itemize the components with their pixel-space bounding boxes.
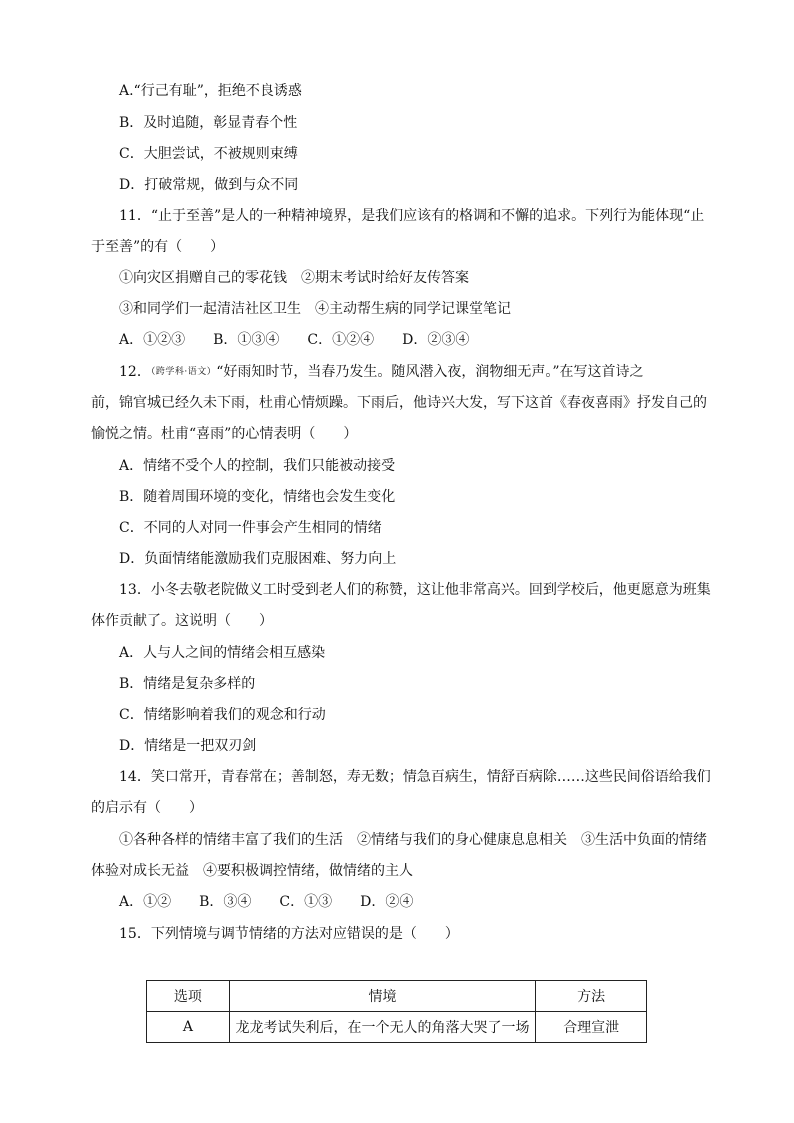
q12-option-b: B．随着周围环境的变化，情绪也会发生变化 [119,489,396,505]
q10-option-a: A.“行己有耻”，拒绝不良诱惑 [119,83,302,99]
q12-stem-text: “好雨知时节，当春乃发生。随风潜入夜，润物细无声。”在写这首诗之 [216,364,644,380]
q12-option-a: A．情绪不受个人的控制，我们只能被动接受 [119,458,396,474]
q15-header-method: 方法 [536,981,647,1012]
q12-option-d: D．负面情绪能激励我们克服困难、努力向上 [119,551,397,567]
q15-header-option: 选项 [147,981,230,1012]
q15-cell-option: A [147,1012,230,1043]
q15-cell-situation: 龙龙考试失利后，在一个无人的角落大哭了一场 [229,1012,535,1043]
q12-stem-line-1 [119,362,644,382]
q11-items-line-2: ③和同学们一起清洁社区卫生 ④主动帮生病的同学记课堂笔记 [119,301,511,317]
q14-stem-line-2: 的启示有（ ） [91,800,203,816]
q12-subject-tag: （跨学科·语文） [150,367,217,377]
q12-stem-line-2: 前，锦官城已经久未下雨，杜甫心情烦躁。下雨后，他诗兴大发，写下这首《春夜喜雨》抒发自己的 [91,395,707,411]
q15-header-situation: 情境 [229,981,535,1012]
q12-number: 12． [119,364,151,380]
q10-option-d: D．打破常规，做到与众不同 [119,177,299,193]
q14-options: A．①② B．③④ C．①③ D．②④ [119,894,414,910]
q13-stem-line-2: 体作贡献了。这说明（ ） [91,613,273,629]
q11-stem-line-1: 11．“止于至善”是人的一种精神境界，是我们应该有的格调和不懈的追求。下列行为能体现“止 [119,208,705,224]
q13-option-b: B．情绪是复杂多样的 [119,676,256,692]
q11-items-line-1: ①向灾区捐赠自己的零花钱 ②期末考试时给好友传答案 [119,270,469,286]
q15-cell-method: 合理宣泄 [536,1012,647,1043]
q13-stem-line-1: 13．小冬去敬老院做义工时受到老人们的称赞，这让他非常高兴。回到学校后，他更愿意为班集 [119,582,711,598]
table-row [147,1012,647,1043]
q10-option-c: C．大胆尝试，不被规则束缚 [119,146,298,162]
q15-table [146,980,647,1043]
q14-items-line-2: 体验对成长无益 ④要积极调控情绪，做情绪的主人 [91,863,413,879]
q13-option-a: A．人与人之间的情绪会相互感染 [119,645,326,661]
q13-option-c: C．情绪影响着我们的观念和行动 [119,707,326,723]
q15-stem: 15．下列情境与调节情绪的方法对应错误的是（ ） [119,926,459,942]
q12-option-c: C．不同的人对同一件事会产生相同的情绪 [119,520,382,536]
q11-stem-line-2: 于至善”的有（ ） [91,239,225,255]
q15-table-header-row [147,981,647,1012]
q14-items-line-1: ①各种各样的情绪丰富了我们的生活 ②情绪与我们的身心健康息息相关 ③生活中负面的情绪 [119,832,707,848]
q10-option-b: B．及时追随，彰显青春个性 [119,115,298,131]
q13-option-d: D．情绪是一把双刃剑 [119,738,257,754]
q12-stem-line-3: 愉悦之情。杜甫“喜雨”的心情表明（ ） [91,426,358,442]
q14-stem-line-1: 14．笑口常开，青春常在；善制怒，寿无数；情急百病生，情舒百病除……这些民间俗语给我们 [119,769,711,785]
q11-options: A．①②③ B．①③④ C．①②④ D．②③④ [119,332,470,348]
